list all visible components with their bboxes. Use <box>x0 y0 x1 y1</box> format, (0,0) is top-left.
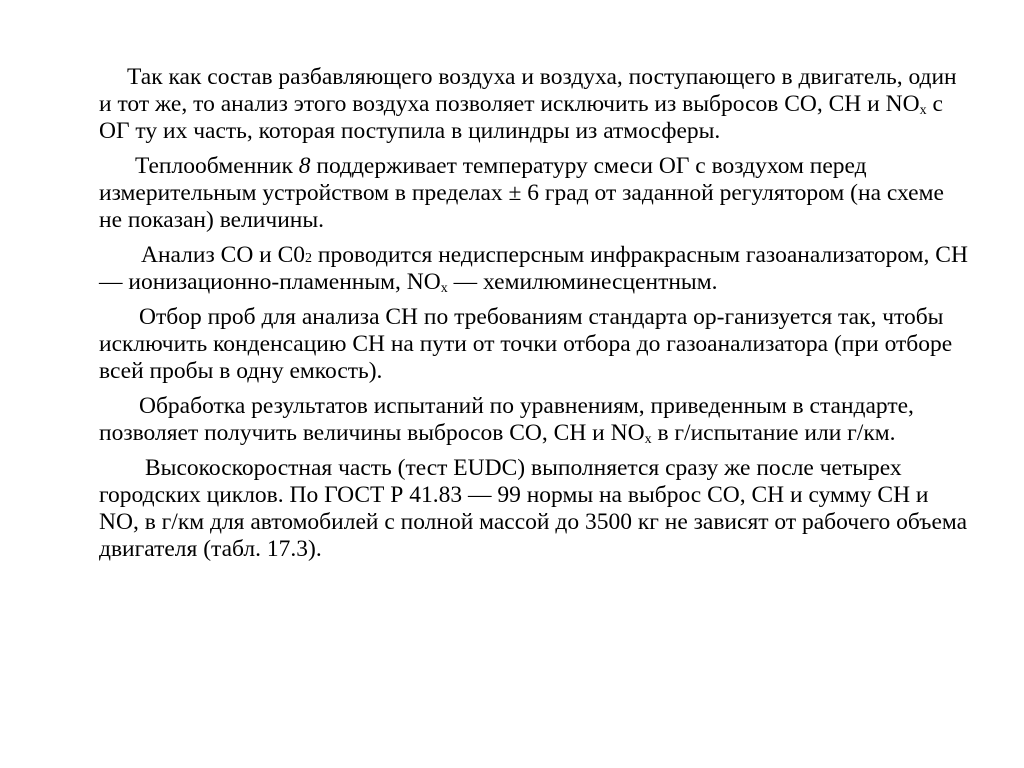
paragraph-eudc-test: Высокоскоростная часть (тест EUDC) выполняется сразу же после четырех городских циклов. По ГОСТ Р 41.83 — 99 нормы на выброс СО, СН и сумму СН и NO, в г/км для автомобилей с полной массой до 3500 кг не зависят от рабочего объема двигателя (табл. 17.3). <box>99 455 968 562</box>
paragraph-2-text-end: поддерживает температуру смеси ОГ с воздухом перед измерительным устройством в пределах ± 6 град от заданной регулятором (на схеме не показан) величины. <box>99 153 944 233</box>
paragraph-2-text: Теплообменник <box>135 153 299 179</box>
text-body <box>99 64 969 571</box>
paragraph-1-text: Так как состав разбавляющего воздуха и воздуха, поступающего в двигатель, один и тот же, то анализ этого воздуха позволяет исключить из выбросов СО, СН и NO <box>99 64 957 117</box>
figure-reference-number: 8 <box>298 153 311 179</box>
paragraph-5-text: Обработка результатов испытаний по уравнениям, приведенным в стандарте, позволяет получить величины выбросов СО, СН и NO <box>99 393 914 446</box>
paragraph-dilution-air <box>99 64 969 145</box>
paragraph-5-text-end: в г/испытание или г/км. <box>651 420 896 446</box>
paragraph-3-text: Анализ СО и С0 <box>141 242 306 268</box>
paragraph-3-text-middle: проводится недисперсным инфракрасным газоанализатором, СН — ионизационно-пламенным, NO <box>99 242 968 295</box>
co2-subscript: 2 <box>305 251 313 266</box>
paragraph-heat-exchanger <box>99 153 969 234</box>
nox-subscript: x <box>644 432 652 447</box>
paragraph-1-text-end: с ОГ ту их часть, которая поступила в цилиндры из атмосферы. <box>99 91 943 144</box>
paragraph-3-text-end: — хемилюминесцентным. <box>447 269 718 295</box>
paragraph-results-processing <box>99 393 969 447</box>
nox-subscript: x <box>919 103 927 118</box>
nox-subscript: x <box>440 281 448 296</box>
paragraph-gas-analysis <box>99 242 969 296</box>
paragraph-sampling: Отбор проб для анализа СН по требованиям стандарта ор-ганизуется так, чтобы исключить конденсацию СН на пути от точки отбора до газоанализатора (при отборе всей пробы в одну емкость). <box>99 304 953 384</box>
